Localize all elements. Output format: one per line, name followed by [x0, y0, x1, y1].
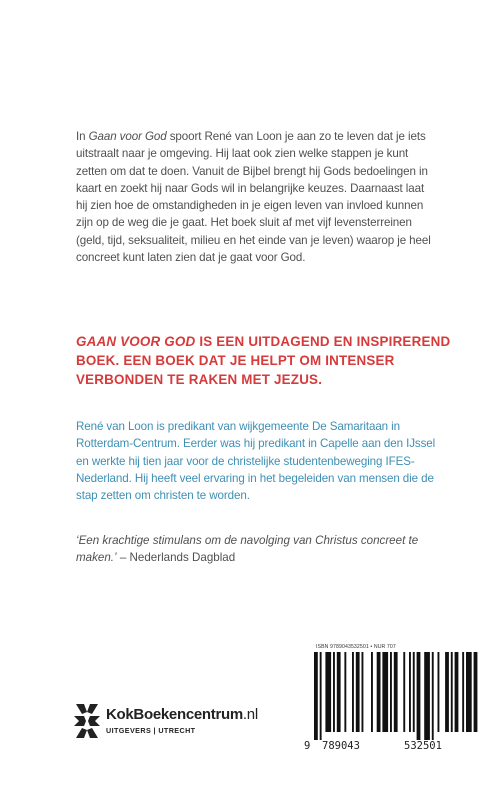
barcode-bar — [344, 652, 346, 732]
back-cover-blurb — [76, 128, 436, 266]
publisher-logo — [72, 700, 302, 750]
barcode-bar — [409, 652, 411, 732]
barcode-bar — [382, 652, 388, 732]
barcode-digits — [302, 740, 482, 754]
barcode-bar — [474, 652, 478, 732]
publisher-name-tld: .nl — [242, 706, 258, 723]
barcode-bar — [356, 652, 360, 732]
barcode-digit-right: 532501 — [404, 740, 442, 752]
publisher-mark-icon — [72, 700, 102, 742]
barcode-bar — [455, 652, 459, 732]
barcode-bar — [462, 652, 464, 732]
tagline-headline — [76, 332, 456, 389]
barcode-bar — [466, 652, 472, 732]
barcode-bar — [371, 652, 373, 732]
barcode-bar — [325, 652, 331, 732]
barcode-bar — [390, 652, 392, 732]
barcode-bar — [333, 652, 335, 732]
blurb-intro: In — [76, 130, 89, 143]
quote-source: – Nederlands Dagblad — [116, 551, 236, 565]
barcode-bar — [413, 652, 415, 732]
barcode-bar — [438, 652, 440, 732]
barcode-bar — [451, 652, 453, 732]
barcode-digit-prefix: 9 — [304, 740, 311, 752]
headline-text: IS EEN UITDAGEND EN INSPIREREND BOEK. EEN BOEK DAT JE HELPT OM INTENSER VERBONDEN TE RAKEN MET JEZUS. — [76, 334, 451, 387]
quote-text: ‘Een krachtige stimulans om de navolging van Christus concreet te maken.’ — [76, 534, 419, 565]
barcode-bar — [403, 652, 405, 732]
barcode-bar — [417, 652, 421, 740]
isbn-line: ISBN 9789043532501 • NUR 707 — [316, 644, 396, 650]
barcode-bar — [337, 652, 341, 732]
barcode-bar — [362, 652, 364, 732]
barcode-digit-left: 789043 — [322, 740, 360, 752]
barcode-bars — [302, 652, 478, 740]
review-quote — [76, 532, 436, 567]
barcode-bar — [377, 652, 381, 732]
barcode-bar — [424, 652, 430, 740]
publisher-name-main: KokBoekencentrum — [106, 706, 243, 723]
barcode-bar — [445, 652, 449, 732]
barcode-bar — [352, 652, 354, 732]
barcode-bar — [432, 652, 434, 740]
barcode-bar — [394, 652, 398, 732]
publisher-name — [106, 706, 258, 723]
publisher-subtitle: UITGEVERS | UTRECHT — [106, 726, 196, 735]
barcode-bar — [320, 652, 322, 740]
barcode-bar — [314, 652, 318, 740]
headline-book-title: GAAN VOOR GOD — [76, 334, 196, 349]
blurb-book-title: Gaan voor God — [88, 130, 167, 143]
author-bio: René van Loon is predikant van wijkgemeente De Samaritaan in Rotterdam-Centrum. Eerder was hij predikant in Capelle aan den IJssel en werkte hij tien jaar voor de christelijke studentenbeweging IFES-Nederland. Hij heeft veel ervaring in het begeleiden van mensen die de stap zetten om christen te worden. — [76, 420, 436, 503]
blurb-text: spoort René van Loon je aan zo te leven dat je iets uitstraalt naar je omgeving. Hij laat ook zien welke stappen je kunt zetten om dat te doen. Vanuit de Bijbel brengt hij Gods bedoelingen in kaart en zoekt hij naar Gods wil in belangrijke keuzes. Daarnaast laat hij zien hoe de omstandigheden in je eigen leven van invloed kunnen zijn op de weg die je gaat. Het boek sluit af met vijf levensterreinen (geld, tijd, seksualiteit, milieu en het einde van je leven) waarop je heel concreet kunt laten zien dat je gaat voor God. — [76, 130, 431, 265]
